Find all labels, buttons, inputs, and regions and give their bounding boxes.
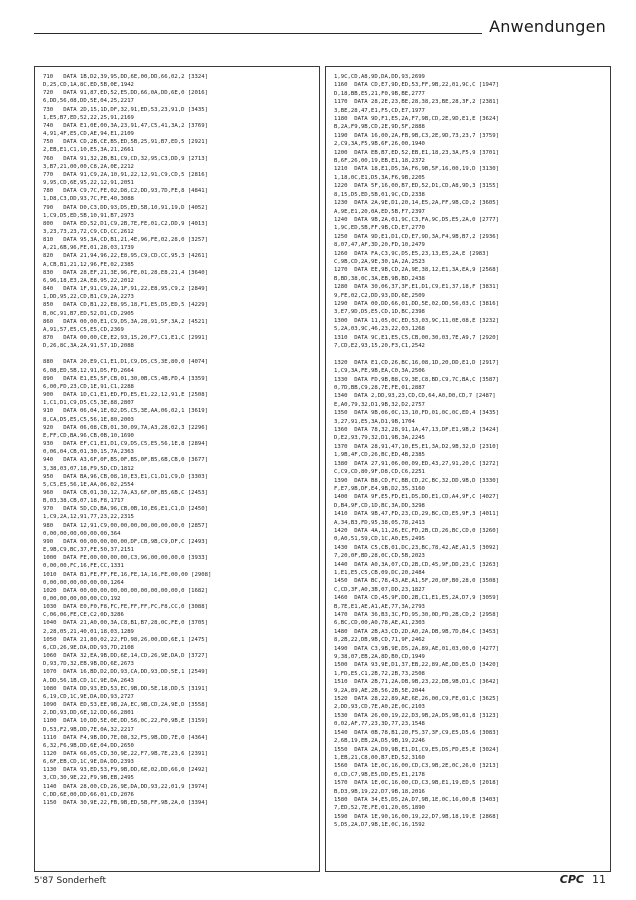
left-data-listing: 710 DATA 1B,D2,39,95,DD,6E,00,DD,66,02,2 [3324] D,25,CD,1A,8C,ED,5B,0E,1942 720 DATA 91,87,ED,52,E5,DD,66,0A,DD,6E,0 [2016] 6,DD,56,08,DD,5E,04,25,2217 730 DATA 2D,15,1D,DF,32,91,ED,53,23,91,D [3435] 1,E5,B7,ED,52,22,25,91,2169 740 DATA E1,0E,00,3A,23,91,47,C5,41,3A,2 [3769] 4,91,4F,E5,CD,AE,94,E1,2109 750 DATA CD,2B,CE,B5,ED,5B,25,91,B7,ED,5 [2921] 2,EB,E1,C1,10,E5,3A,21,2661 760 DATA 91,32,2B,B1,C9,CD,32,95,C3,DD,9 [2713] 3,B7,21,00,00,C8,2A,0E,2212 770 DATA 91,C9,2A,10,91,22,12,91,C9,CD,5 [2816] 9,95,CD,6E,95,22,12,91,2051 780 DATA C9,7C,FE,02,D8,C2,DD,93,7D,FE,8 [4841] 1,D8,C3,DD,93,7C,FE,40,3088 790 DATA D0,C3,DD,93,D5,ED,5B,10,91,19,D [4052] 1,C9,D5,ED,5B,10,91,B7,2973 800 DATA ED,52,D1,C9,2B,7E,FE,01,C2,DD,9 [4013] 3,23,73,23,72,C9,CD,CC,2612 810 DATA 95,3A,CD,B1,21,4E,96,FE,02,28,0 [3257] A,21,6B,96,FE,01,28,03,1739 820 DATA 21,94,96,22,E8,95,C9,CD,CC,95,3 [4261] A,CB,B1,21,12,96,FE,02,2385 830 DATA 28,EF,21,3E,96,FE,01,28,E8,21,4 [3640] 6,96,18,E3,2A,E8,95,22,2012 840 DATA 1F,91,C9,2A,1F,91,22,E8,95,C9,2 [2849] 1,DD,95,22,CD,B1,C9,2A,2273 850 DATA CD,B1,22,E8,95,18,F1,E5,D5,ED,5 [4229] B,0C,91,B7,ED,52,D1,CD,2905 860 DATA 00,00,E1,C9,D5,3A,28,91,5F,3A,2 [4521] A,91,57,E5,C5,E5,CD,2369 870 DATA 00,00,CE,E2,93,15,20,F7,C1,E1,C [2991] D,26,8C,3A,2A,91,57,1D,2088 880 DATA 20,E9,C1,E1,D1,C9,D5,C5,3E,80,0 [4074] 6,08,ED,5B,12,91,D5,FD,2664 890 DATA E1,E5,5F,CB,01,30,0B,C5,4B,FD,4 [3359] 6,00,FD,23,CD,1E,91,C1,2288 900 DATA 1D,C1,E1,ED,FD,E5,E1,22,12,91,E [2508] 1,C1,D1,C9,D5,C5,3E,88,2807 910 DATA 06,04,1E,02,D5,C5,3E,AA,06,02,1 [3619] 8,CA,D5,E5,C5,56,1E,80,2003 920 DATA 06,08,CB,01,30,09,7A,A3,28,02,3 [2296] E,FF,CD,BA,96,CB,0B,10,1690 930 DATA EF,C1,E1,D1,C9,D5,C5,E5,56,1E,8 [2894] 0,06,04,CB,01,30,15,7A,2363 940 DATA A3,6F,0F,B5,0F,B5,0F,B5,6B,CB,0 [3677] 3,38,03,07,18,F9,5D,CD,1812 950 DATA BA,96,CB,08,10,E3,E1,C1,D1,C9,D [3303] 5,C5,E5,56,1E,AA,06,02,2554 960 DATA CB,01,30,12,7A,A3,6F,0F,B5,6B,C [2453] B,03,38,CB,07,18,F8,1717 970 DATA 5D,CD,BA,96,CB,0B,10,E6,E1,C1,D [2450] 1,C9,2A,12,91,77,23,22,2315 980 DATA 12,91,C9,00,00,00,00,00,00,00,0 [2857] 0,00,00,00,00,00,00,364 990 DATA 00,00,00,00,00,DF,CB,9B,C9,DF,C [2493] E,9B,C9,BC,37,FE,50,37,2151 1000 DATA FE,00,00,00,00,C3,96,00,00,00,0 [3933] 0,00,00,FC,16,FE,CC,1331 1010 DATA B1,FE,FF,FE,16,FE,1A,16,FE,00,00 [2908] 0,00,00,00,00,00,00,1264 1020 DATA 00,00,00,00,00,00,00,00,00,00,0 [1682] 0,00,00,00,00,00,CO,192 1030 DATA E0,F0,F8,FC,FE,FF,FF,FC,F8,CC,0 [3088] C,06,06,FE,CE,C2,0D,3286 1040 DATA 21,A0,00,3A,C8,B1,B7,28,0C,FE,0 [3705] 2,28,05,21,40,01,18,03,1289 1050 DATA 21,80,02,22,FD,98,26,00,DD,6E,1 [2475] 6,CD,26,9E,DA,DD,93,7D,2108 1060 DATA 32,EA,9B,DD,6E,14,CD,26,9E,DA,D [3727] D,93,7D,32,EB,9B,DD,6E,2673 1070 DATA 16,BD,D2,DD,93,CA,DD,93,DD,5E,1 [2549] A,DD,56,1B,CD,1C,9E,DA,2643 1080 DATA DD,93,ED,53,EC,9B,DD,5E,18,DD,5 [3191] 6,19,CD,1C,9E,DA,DD,93,2727 1090 DATA ED,53,EE,9B,2A,EC,9B,CD,2A,9E,D [3558] 2,DD,93,DD,6E,12,DD,66,2801 1100 DATA 10,DD,5E,0E,DD,56,0C,22,F0,9B,E [3159] D,53,F2,9B,DD,7E,0A,32,2217 1110 DATA F4,9B,DD,7E,08,32,F5,9B,DD,7E,0 [4364] 6,32,F6,9B,DD,6E,04,DD,2650 1120 DATA 66,05,CD,30,9E,22,F7,9B,7E,23,6 [2391] 6,6F,EB,CD,1C,9E,DA,DD,2393 1130 DATA 93,ED,53,F9,9B,DD,6E,02,DD,66,0 [2492] 3,CD,30,9E,22,F9,9B,EB,2495 1140 DATA 28,00,CD,26,9E,DA,DD,93,22,01,9 [3974] C,DD,6E,00,DD,66,01,CD,2076 1150 DATA 30,9E,22,FB,9B,ED,5B,FF,9B,2A,0 [3394] [43, 74, 212, 806]
section-title: Anwendungen [489, 17, 606, 36]
page-footer [560, 873, 606, 886]
right-listing-column [325, 66, 611, 872]
magazine-brand: CPC [559, 873, 584, 886]
right-data-listing: 1,9C,CD,A8,9D,DA,DD,93,2699 1160 DATA CD,E7,9D,ED,53,FF,9B,22,01,9C,C [1947] D,18,BB,E5,21,F0,9B,BE,2777 1170 DATA 28,2E,23,BE,28,38,23,BE,28,3F,2 [2381] 3,BE,28,47,E1,F5,CD,E7,1977 1180 DATA 9D,F1,E5,2A,F7,9B,CD,2E,9D,E1,E [3624] B,2A,F9,9B,CD,2E,9D,5F,2888 1190 DATA 16,00,2A,FB,9B,C3,2E,9D,73,23,7 [3759] 2,C9,3A,F5,9B,6F,26,00,1940 1200 DATA EB,B7,ED,52,EB,E1,18,23,3A,F5,9 [3701] B,6F,26,00,19,EB,E1,18,2372 1210 DATA 18,E1,D5,3A,F6,9B,5F,16,00,19,D [3130] 1,18,0C,E1,D5,3A,F6,9B,2205 1220 DATA 5F,16,00,B7,ED,52,D1,CD,A8,9D,3 [3155] 8,15,D5,ED,5B,01,9C,CD,2338 1230 DATA 2A,9E,D1,20,14,E5,2A,FF,9B,CD,2 [3605] A,9E,E1,20,0A,ED,5B,F7,2397 1240 DATA 9B,2A,01,9C,C3,FA,9C,D5,E5,2A,0 [2777] 1,9C,ED,5B,FF,9B,CD,E7,2770 1250 DATA 9D,E1,D1,CD,E7,9D,3A,F4,9B,B7,2 [2936] 8,07,47,AF,3D,20,FD,10,2479 1260 DATA FA,C3,9C,D5,E5,23,13,E5,2A,E [2983] C,9B,CD,2A,9E,30,1A,2A,2523 1270 DATA EE,9B,CD,2A,9E,38,12,E1,3A,EA,9 [2568] B,BD,38,0C,3A,EB,9B,BD,2438 1280 DATA 30,06,37,3F,E1,D1,C9,E1,37,18,F [3831] 9,FE,02,C2,DD,93,DD,6E,2509 1290 DATA 00,DD,66,01,DD,5E,02,DD,56,03,C [3816] 3,E7,9D,D5,E5,CD,1D,BC,2398 1300 DATA 11,05,0C,ED,53,03,9C,11,0E,08,E [3232] 5,2A,03,9C,46,23,22,03,1268 1310 DATA 9C,E1,E5,C5,CB,00,30,03,7E,A9,7 [2920] 7,CD,E2,93,15,20,F3,C1,2542 1320 DATA E1,CD,26,BC,16,08,1D,20,DD,E1,D [2917] 1,C9,3A,FE,9B,EA,C0,3A,2506 1330 DATA FD,9B,B8,C9,3E,C8,BD,C9,7C,BA,C [3587] 0,7D,BB,C9,28,7E,FE,01,2887 1340 DATA 2,DD,93,23,CD,CD,64,A0,D0,CD,7 [2487] E,A0,79,32,D1,9B,32,D2,2757 1350 DATA 9B,06,0C,13,10,FD,01,0C,0C,ED,4 [3435] 3,27,91,E5,3A,D1,9B,1704 1360 DATA 78,32,28,91,1A,47,13,DF,E1,9B,2 [3424] D,E2,93,79,32,D1,9B,3A,2245 1370 DATA 28,91,47,10,E5,E1,3A,D2,9B,32,D [2310] 1,9B,4F,CD,26,BC,ED,4B,2385 1380 DATA 27,91,06,00,09,ED,43,27,91,20,C [3272] C,C9,CD,80,9F,D8,CD,C6,2251 1390 DATA B8,CD,FC,BB,CD,2C,BC,32,DD,9B,D [3330] F,E7,9B,DF,E4,9B,D2,35,3160 1400 DATA 9F,E5,FD,E1,D5,DD,E1,CD,A4,9F,C [4027] D,B4,9F,CD,1D,BC,3A,DD,3298 1410 DATA 9B,47,FD,23,CD,29,BC,CD,E5,9F,3 [4011] A,34,B3,FD,95,38,05,78,2413 1420 DATA 4A,11,26,EC,FD,2B,CD,26,BC,CD,0 [3260] 0,A0,51,59,CD,1C,A0,E5,2495 1430 DATA C5,CB,01,DC,23,BC,78,42,AE,A1,5 [3092] 7,20,0F,BD,28,0C,CD,5B,2023 1440 DATA A0,3A,07,CD,2B,CD,45,9F,DD,23,C [3263] 1,E1,E5,C5,CB,09,DC,20,2484 1450 DATA BC,78,43,AE,A1,5F,20,0F,B0,28,0 [3508] C,CD,3F,A0,3B,07,DD,23,1827 1460 DATA CD,45,9F,DD,2B,C1,E1,E5,2A,D7,9 [3059] B,7E,E1,AE,A1,AE,77,3A,2793 1470 DATA 36,B3,3C,FD,95,30,0D,FD,2B,CD,2 [2958] 6,BC,CD,00,A0,78,AE,A1,2303 1480 DATA 2B,A3,CD,2D,A0,2A,DB,9B,7D,B4,C [3453] 8,2B,22,DB,9B,CD,71,9F,2462 1490 DATA C3,9B,9E,D5,2A,89,AE,01,03,00,0 [4277] 9,38,07,EB,2A,8D,B0,CD,1949 1500 DATA 93,9E,D1,37,EB,22,89,AE,DD,E5,D [3420] 1,FD,E5,C1,2B,72,2B,73,2508 1510 DATA 2B,71,2A,DB,9B,23,22,DB,9B,D1,C [3642] 9,2A,89,AE,2B,56,2B,5E,2044 1520 DATA 28,22,89,AE,6E,26,00,C9,FE,01,C [3625] 2,DD,93,CD,7E,A0,2E,0C,2103 1530 DATA 26,00,19,22,D3,9B,2A,D5,9B,01,8 [3123] 0,02,AF,77,23,3D,77,23,1548 1540 DATA 0B,78,B1,20,F5,37,3F,C9,E5,D5,6 [3083] 2,6B,19,EB,2A,D5,9B,19,2246 1550 DATA 2A,D9,9B,E1,D1,C9,E5,D5,FD,E5,E [3024] 1,EB,21,C8,00,B7,ED,52,3160 1560 DATA 1E,0C,16,00,CD,C3,9B,2E,0C,26,0 [3213] 0,CD,C7,9B,E5,DD,E5,E1,2178 1570 DATA 1E,0C,16,00,CD,C3,9B,E1,19,ED,5 [2018] B,D3,9B,19,22,D7,9B,18,2016 1580 DATA 34,E5,D5,2A,D7,9B,1E,0C,16,00,B [3403] 7,ED,52,7E,FE,01,20,05,1890 1590 DATA 1E,90,16,00,19,22,D7,9B,18,19,E [2868] 5,D5,2A,D7,9B,1E,0C,16,1592 [334, 74, 500, 829]
issue-label: 5'87 Sonderheft [34, 876, 107, 886]
left-listing-column [34, 66, 320, 872]
header-rule [34, 33, 482, 34]
page-number: 11 [592, 873, 606, 886]
